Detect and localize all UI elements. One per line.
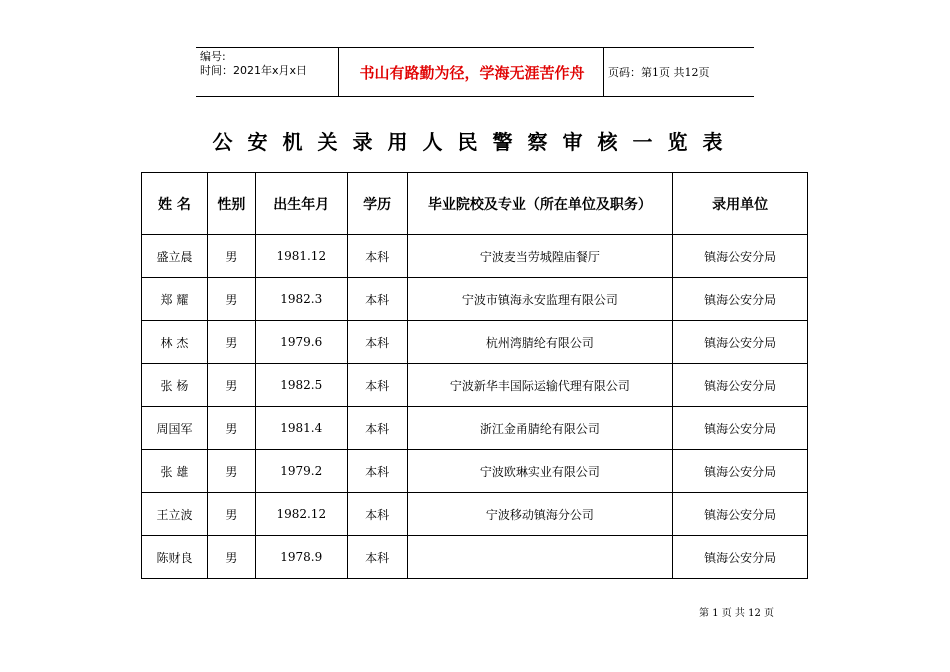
cell-name: 王立波 (142, 493, 208, 536)
page-footer: 第 1 页 共 12 页 (699, 608, 774, 619)
cell-unit: 镇海公安分局 (673, 536, 808, 579)
cell-birth: 1981.4 (255, 407, 347, 450)
table-row (142, 235, 808, 278)
cell-unit: 镇海公安分局 (673, 321, 808, 364)
cell-birth: 1981.12 (255, 235, 347, 278)
cell-name: 张 雄 (142, 450, 208, 493)
cell-school: 宁波欧琳实业有限公司 (407, 450, 673, 493)
cell-education: 本科 (347, 278, 407, 321)
cell-name: 林 杰 (142, 321, 208, 364)
cell-birth: 1979.6 (255, 321, 347, 364)
cell-name: 郑 耀 (142, 278, 208, 321)
header-divider (603, 48, 604, 96)
cell-name: 周国军 (142, 407, 208, 450)
time-label: 时间：2021年x月x日 (200, 64, 308, 77)
cell-education: 本科 (347, 450, 407, 493)
cell-unit: 镇海公安分局 (673, 407, 808, 450)
table-row (142, 364, 808, 407)
header-motto: 书山有路勤为径，学海无涯苦作舟 (359, 63, 585, 82)
cell-name: 张 杨 (142, 364, 208, 407)
cell-unit: 镇海公安分局 (673, 278, 808, 321)
cell-birth: 1982.12 (255, 493, 347, 536)
header-divider (338, 48, 339, 96)
cell-education: 本科 (347, 407, 407, 450)
column-header-gender: 性别 (207, 173, 255, 235)
cell-birth: 1978.9 (255, 536, 347, 579)
cell-gender: 男 (207, 278, 255, 321)
cell-birth: 1982.3 (255, 278, 347, 321)
table-row (142, 321, 808, 364)
cell-school (407, 536, 673, 579)
cell-education: 本科 (347, 364, 407, 407)
table-header-row (142, 173, 808, 235)
column-header-education: 学历 (347, 173, 407, 235)
cell-school: 杭州湾腈纶有限公司 (407, 321, 673, 364)
column-header-school: 毕业院校及专业（所在单位及职务） (407, 173, 673, 235)
table-row (142, 536, 808, 579)
cell-unit: 镇海公安分局 (673, 493, 808, 536)
cell-gender: 男 (207, 493, 255, 536)
header-page-info: 页码：第1页 共12页 (608, 66, 710, 79)
cell-unit: 镇海公安分局 (673, 450, 808, 493)
table-row (142, 493, 808, 536)
cell-gender: 男 (207, 407, 255, 450)
cell-education: 本科 (347, 235, 407, 278)
table-row (142, 278, 808, 321)
cell-name: 陈财良 (142, 536, 208, 579)
cell-unit: 镇海公安分局 (673, 364, 808, 407)
header-meta (200, 50, 307, 78)
cell-school: 宁波移动镇海分公司 (407, 493, 673, 536)
column-header-name: 姓 名 (142, 173, 208, 235)
page-header (196, 47, 754, 97)
document-title: 公安机关录用人民警察审核一览表 (212, 130, 738, 154)
cell-gender: 男 (207, 450, 255, 493)
cell-gender: 男 (207, 364, 255, 407)
cell-school: 宁波市镇海永安监理有限公司 (407, 278, 673, 321)
cell-name: 盛立晨 (142, 235, 208, 278)
cell-education: 本科 (347, 321, 407, 364)
cell-education: 本科 (347, 493, 407, 536)
cell-birth: 1982.5 (255, 364, 347, 407)
cell-education: 本科 (347, 536, 407, 579)
table-row (142, 407, 808, 450)
cell-unit: 镇海公安分局 (673, 235, 808, 278)
cell-gender: 男 (207, 536, 255, 579)
column-header-unit: 录用单位 (673, 173, 808, 235)
table-row (142, 450, 808, 493)
cell-gender: 男 (207, 235, 255, 278)
roster-table (141, 172, 808, 579)
cell-school: 宁波新华丰国际运输代理有限公司 (407, 364, 673, 407)
number-label: 编号: (200, 50, 226, 63)
cell-birth: 1979.2 (255, 450, 347, 493)
cell-school: 浙江金甬腈纶有限公司 (407, 407, 673, 450)
cell-gender: 男 (207, 321, 255, 364)
column-header-birth: 出生年月 (255, 173, 347, 235)
cell-school: 宁波麦当劳城隍庙餐厅 (407, 235, 673, 278)
